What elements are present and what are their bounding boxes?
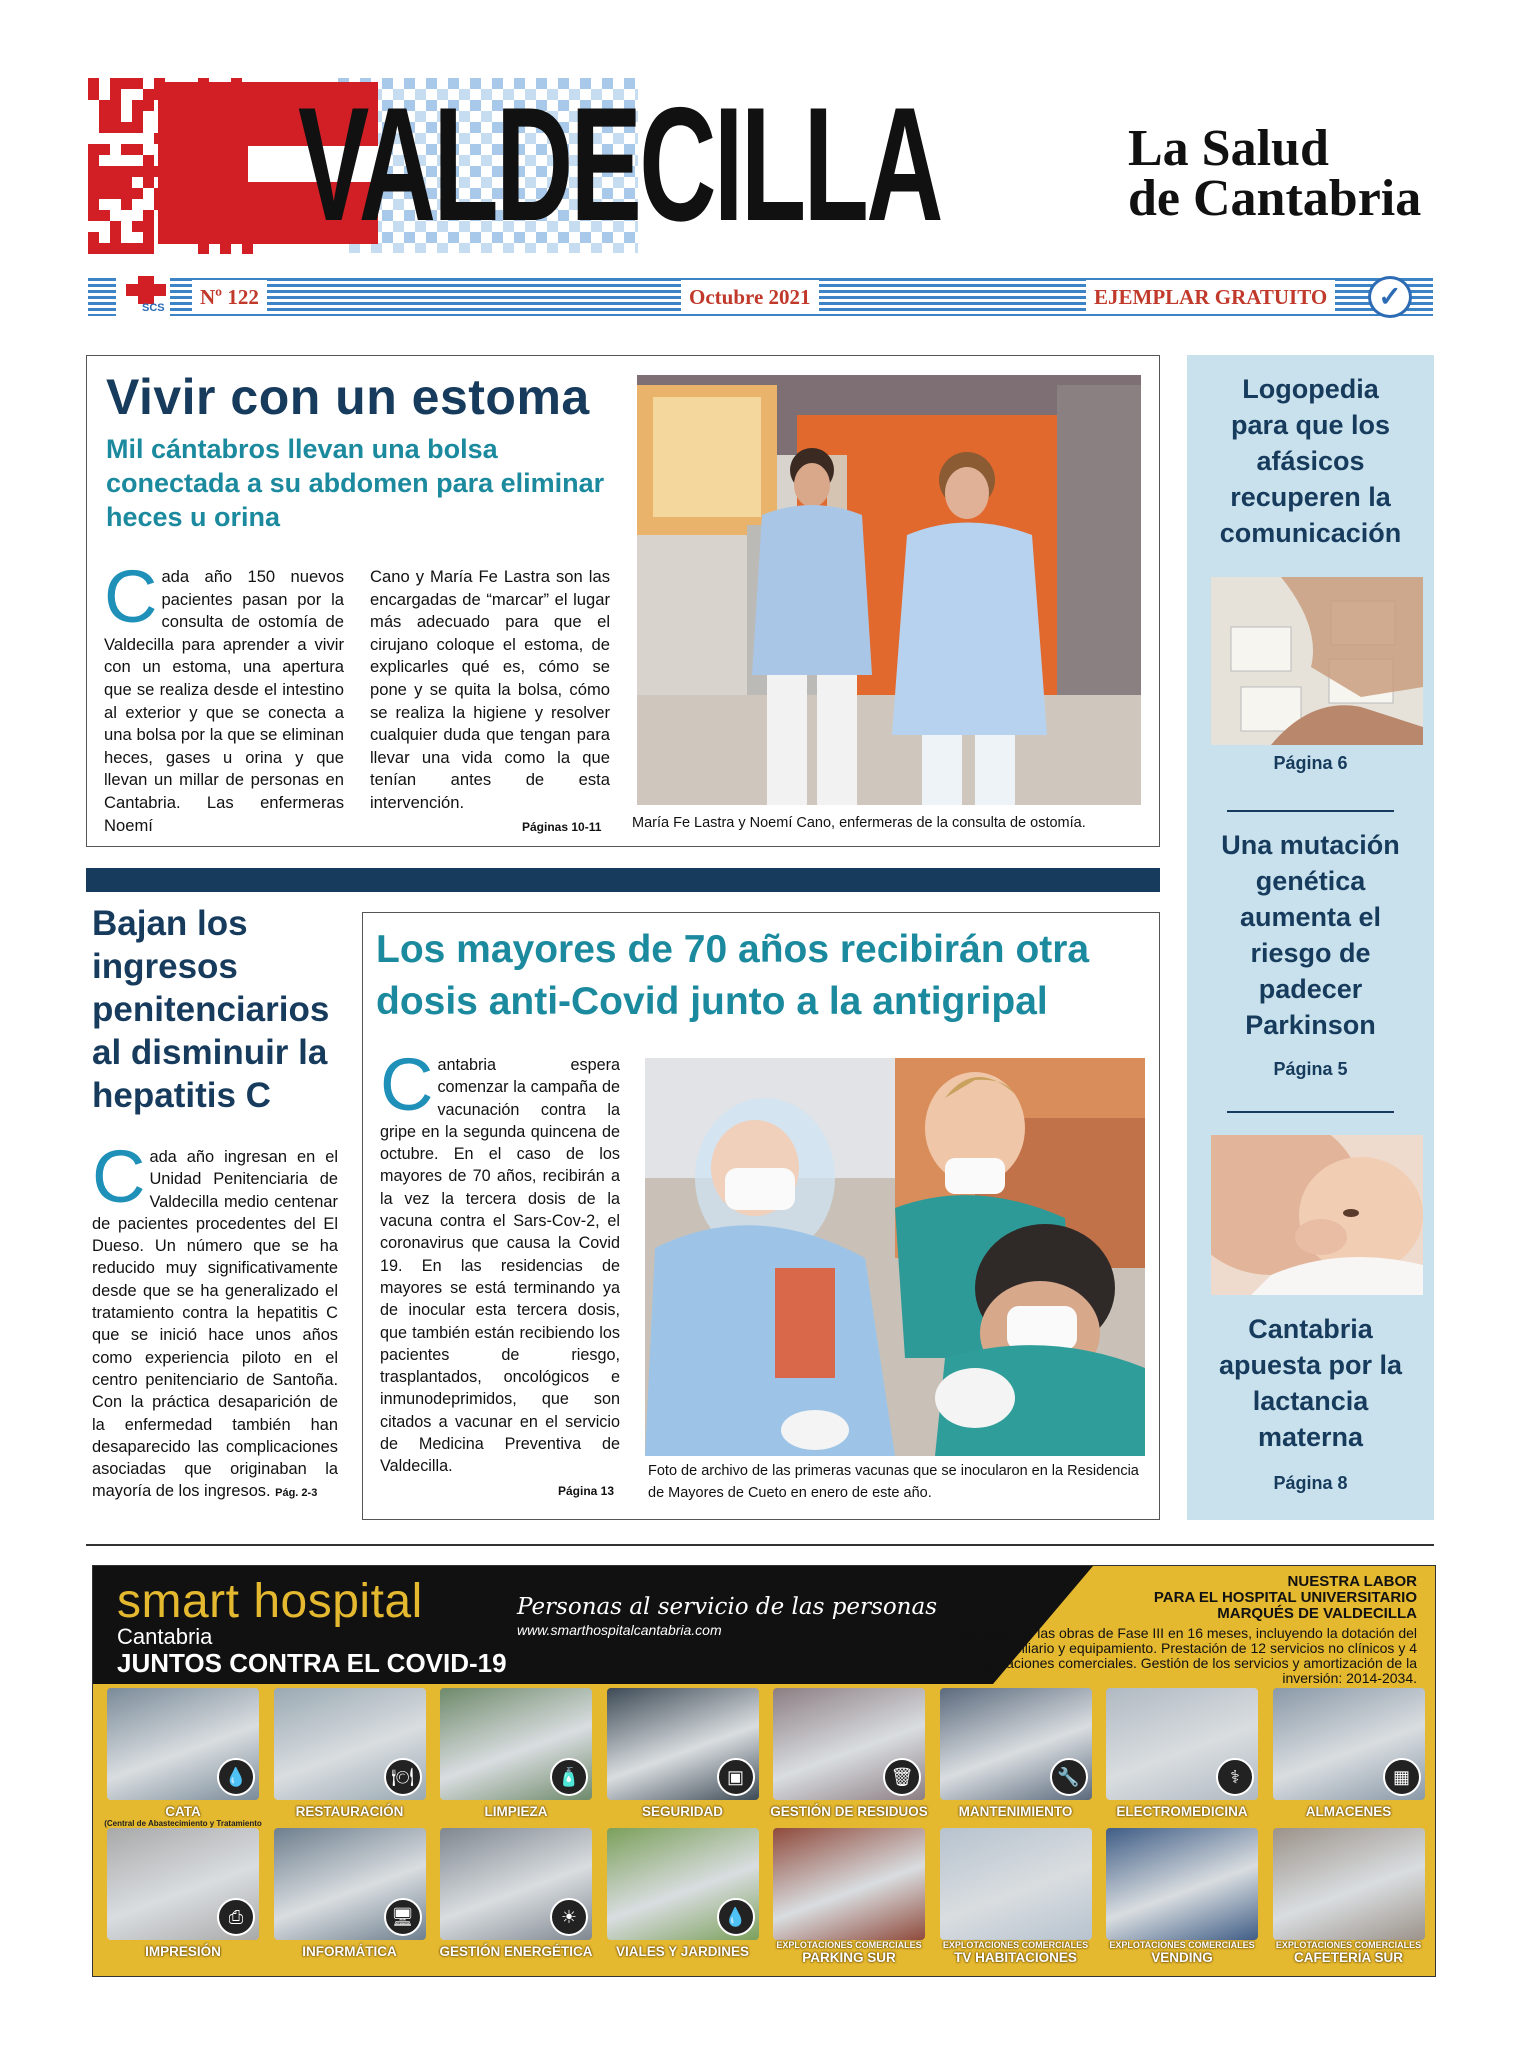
scs-logo: SCS xyxy=(116,274,170,318)
dropcap: C xyxy=(92,1135,146,1218)
dropcap: C xyxy=(104,566,158,638)
sidebar-item-page: Página 6 xyxy=(1273,753,1348,773)
service-label: SEGURIDAD xyxy=(641,1804,723,1819)
tagline: La Salud de Cantabria xyxy=(1128,120,1422,228)
service-photo xyxy=(274,1688,426,1800)
photo-nurses xyxy=(637,375,1141,805)
photo-lactancia xyxy=(1211,1135,1423,1295)
article-main-subtitle: Mil cántabros llevan una bolsa conectada a su abdomen para eliminar heces u orina xyxy=(106,434,605,533)
service-photo xyxy=(107,1828,259,1940)
service-label: RESTAURACIÓN xyxy=(295,1804,404,1819)
service-label: EXPLOTACIONES COMERCIALES TV HABITACIONES xyxy=(942,1940,1089,1965)
service-label: EXPLOTACIONES COMERCIALES PARKING SUR xyxy=(776,1940,922,1965)
photo-caption: Foto de archivo de las primeras vacunas que se inocularon en la Residencia de Mayores de Cueto en enero de este año. xyxy=(648,1463,1139,1501)
divider xyxy=(1227,1111,1394,1113)
computer-icon: 🖥 xyxy=(384,1898,422,1936)
drops-icon: 💧 xyxy=(717,1898,755,1936)
ad-script: Personas al servicio de las personas xyxy=(517,1594,938,1620)
printer-icon: ⎙ xyxy=(217,1898,255,1936)
service-label: VIALES Y JARDINES xyxy=(615,1944,750,1959)
sidebar-item-title[interactable]: Cantabria apuesta por la lactancia materna xyxy=(1218,1314,1403,1452)
sidebar-item-title[interactable]: Una mutación genética aumenta el riesgo de padecer Parkinson xyxy=(1221,830,1400,1040)
service-photo xyxy=(607,1828,759,1940)
article-left-body: Cada año ingresan en el Unidad Penitenciaria de Valdecilla medio centenar de pacientes procedentes del El Dueso. Un número que se ha reducido muy significativamente desde que se ha generalizado el tratamiento contra la hepatitis C que se inició hace unos años como experiencia piloto en el centro penitenciario de Santoña. Con la práctica desaparición de la enfermedad también han desaparecido las complicaciones asociadas que originaban la mayoría de los ingresos. Pág. 2-3 xyxy=(92,1135,338,1501)
service-label: MANTENIMIENTO xyxy=(958,1804,1073,1819)
wrench-screwdriver-icon: 🔧 xyxy=(1050,1758,1088,1796)
plate-cutlery-icon: 🍽 xyxy=(384,1758,422,1796)
service-photo xyxy=(1273,1688,1425,1800)
medical-device-icon: ⚕ xyxy=(1216,1758,1254,1796)
service-label: GESTIÓN DE RESIDUOS xyxy=(770,1804,928,1819)
service-photo xyxy=(274,1828,426,1940)
water-drop-icon: 💧 xyxy=(217,1758,255,1796)
spray-bottle-icon: 🧴 xyxy=(550,1758,588,1796)
service-label: ALMACENES xyxy=(1305,1804,1392,1819)
service-label: GESTIÓN ENERGÉTICA xyxy=(439,1944,593,1959)
brand-title: VALDECILLA xyxy=(298,74,941,255)
check-logo-icon: ✓ xyxy=(1368,276,1412,318)
service-label: IMPRESIÓN xyxy=(145,1944,221,1959)
article-main-col2: Cano y María Fe Lastra son las encargadas de “marcar” el lugar más adecuado para que el cirujano coloque el estoma, de explicarles qué es, cómo se pone y se quita la bolsa, cómo se realiza la higiene y resolver cualquier duda que tengan para llevar una vida como la que tenían antes de esta intervención. xyxy=(370,567,610,812)
ad-smart-hospital[interactable] xyxy=(92,1565,1436,1977)
sidebar-item-page: Página 8 xyxy=(1273,1473,1348,1493)
issue-number: Nº 122 xyxy=(192,280,267,314)
box-icon: ▦ xyxy=(1383,1758,1421,1796)
article-left-title: Bajan los ingresos penitenciarios al disminuir la hepatitis C xyxy=(92,904,330,1115)
sidebar xyxy=(1187,355,1434,1520)
masthead xyxy=(88,74,1428,258)
service-photo xyxy=(773,1828,925,1940)
photo-vaccination xyxy=(645,1058,1145,1456)
monitor-camera-icon: ▣ xyxy=(717,1758,755,1796)
photo-caption: María Fe Lastra y Noemí Cano, enfermeras de la consulta de ostomía. xyxy=(632,815,1086,831)
service-photo xyxy=(607,1688,759,1800)
page-ref: Pág. 2-3 xyxy=(275,1487,318,1500)
photo-logopedia xyxy=(1211,577,1423,745)
free-copy-label: EJEMPLAR GRATUITO xyxy=(1086,280,1335,314)
service-photo xyxy=(940,1688,1092,1800)
ad-brand: smart hospital xyxy=(117,1575,423,1628)
article-covid-title: Los mayores de 70 años recibirán otra dosis anti-Covid junto a la antigripal xyxy=(376,928,1090,1023)
article-main-col1: Cada año 150 nuevos pacientes pasan por la consulta de ostomía de Valdecilla para aprender a vivir con un estoma, una apertura que se realiza desde el intestino al exterior y que se conecta a una bolsa por la que se eliminan heces, gases u orina y que llevan un millar de personas en Cantabria. Las enfermeras Noemí xyxy=(104,566,344,835)
article-main-title: Vivir con un estoma xyxy=(106,369,590,425)
ad-right-title: NUESTRA LABOR PARA EL HOSPITAL UNIVERSITARIO MARQUÉS DE VALDECILLA xyxy=(1153,1573,1417,1622)
service-photo xyxy=(773,1688,925,1800)
sidebar-item-page: Página 5 xyxy=(1273,1059,1348,1079)
service-photo xyxy=(1273,1828,1425,1940)
article-covid-body: Cantabria espera comenzar la campaña de vacunación contra la gripe en la segunda quincena de octubre. En el caso de los mayores de 70 años, recibirán a la vez la tercera dosis de la vacuna contra el Sars-Cov-2, el coronavirus que causa la Covid 19. En las residencias de mayores se está terminando ya de inocular esta tercera dosis, que también están recibiendo los pacientes de riesgo, trasplantados, oncológicos e inmunodeprimidos, que son citados a vacunar en el servicio de Medicina Preventiva de Valdecilla. xyxy=(380,1043,620,1476)
service-label: INFORMÁTICA xyxy=(302,1944,397,1959)
page-ref: Páginas 10-11 xyxy=(522,820,602,834)
service-label: CATA (Central de Abastecimiento y Tratamiento xyxy=(104,1804,262,1828)
issue-date: Octubre 2021 xyxy=(681,280,819,314)
service-label: EXPLOTACIONES COMERCIALES VENDING xyxy=(1109,1940,1255,1965)
service-label: ELECTROMEDICINA xyxy=(1116,1804,1248,1819)
service-label: LIMPIEZA xyxy=(484,1804,548,1819)
dropcap: C xyxy=(380,1043,434,1126)
ad-right-body: Finalización de las obras de Fase III en 16 meses, incluyendo la dotación del mobiliario y equipamiento. Prestación de 12 servicios no clínicos y 4 explotaciones comerciales. Gestión de los servicios y amortización de la inversión: 2014-2034. xyxy=(939,1625,1417,1686)
ad-url[interactable]: www.smarthospitalcantabria.com xyxy=(517,1622,722,1638)
ad-region: Cantabria xyxy=(117,1624,213,1649)
service-photo xyxy=(440,1688,592,1800)
divider xyxy=(1227,810,1394,812)
service-photo xyxy=(940,1828,1092,1940)
service-photo xyxy=(1106,1688,1258,1800)
service-photo xyxy=(1106,1828,1258,1940)
service-photo xyxy=(440,1828,592,1940)
sidebar-item-title[interactable]: Logopedia para que los afásicos recuperen la comunicación xyxy=(1219,374,1402,548)
divider xyxy=(86,1544,1434,1546)
page-ref: Página 13 xyxy=(558,1484,615,1498)
service-photo xyxy=(107,1688,259,1800)
service-label: EXPLOTACIONES COMERCIALES CAFETERÍA SUR xyxy=(1275,1940,1422,1965)
section-divider xyxy=(86,868,1160,892)
lightbulb-icon: ☀ xyxy=(550,1898,588,1936)
issue-bar xyxy=(88,274,1433,320)
ad-slogan: JUNTOS CONTRA EL COVID-19 xyxy=(117,1648,507,1678)
bin-icon: 🗑 xyxy=(883,1758,921,1796)
